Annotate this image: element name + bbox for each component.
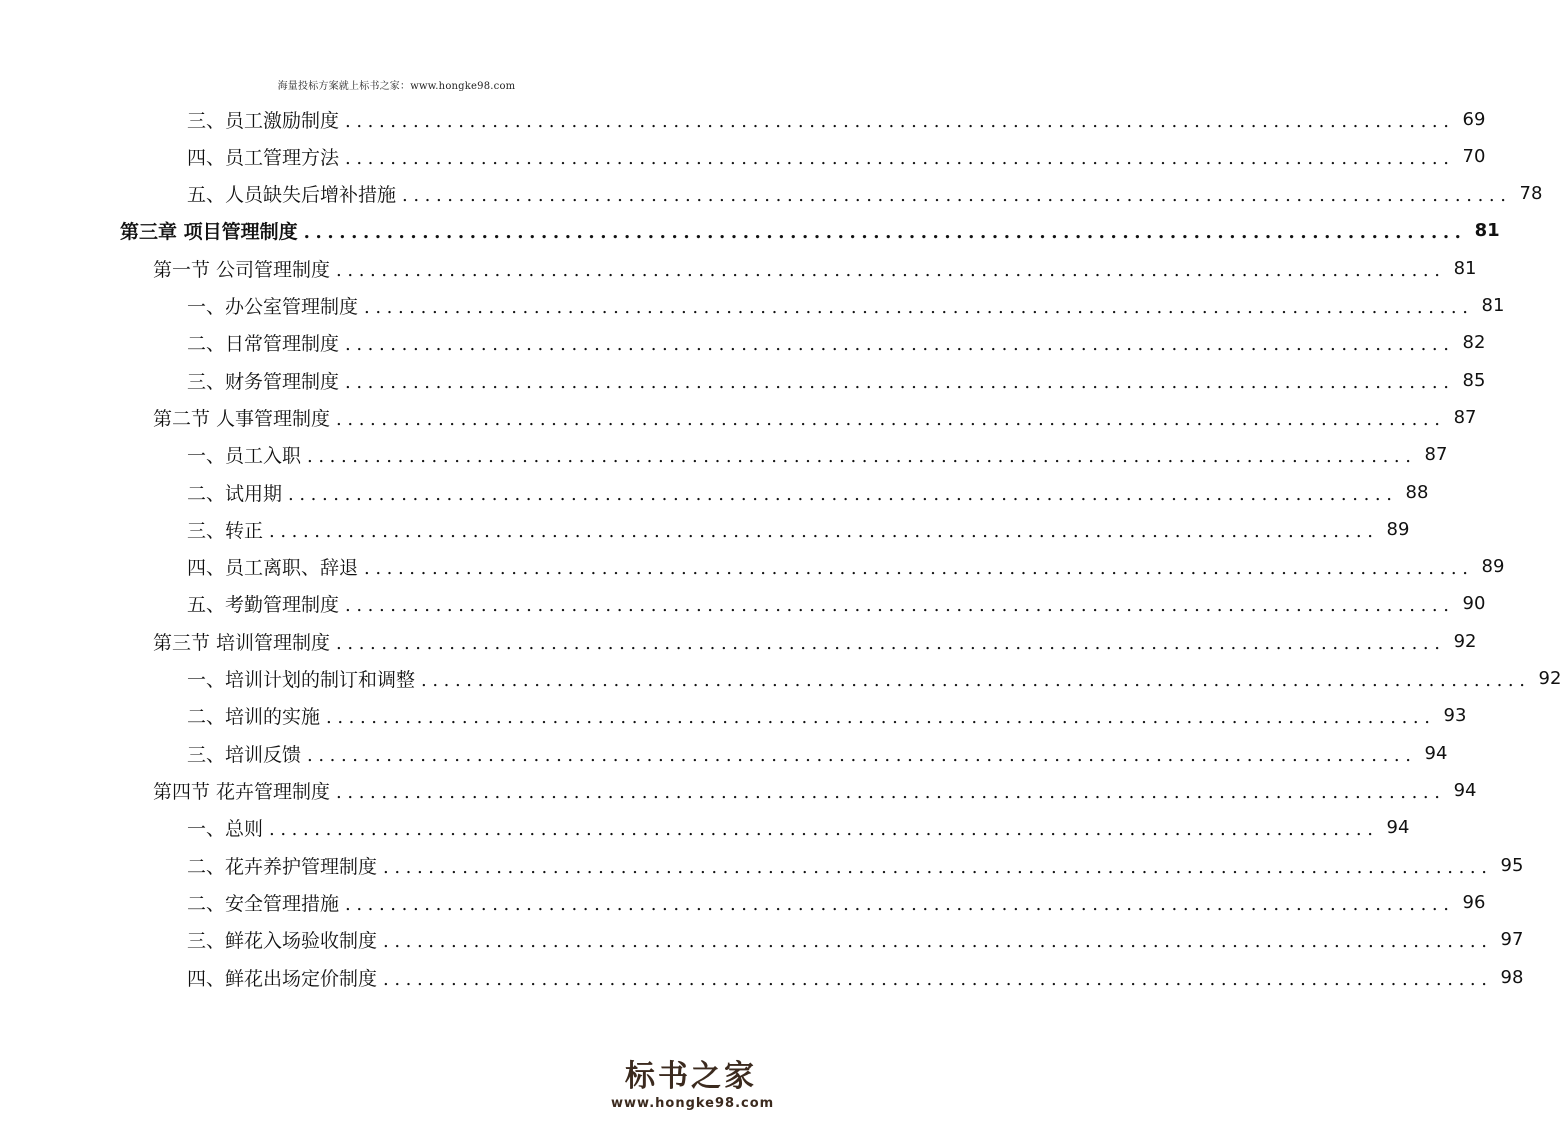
toc-entry-page: 90 bbox=[1462, 593, 1486, 614]
toc-leader-dots: .................................................................................................. bbox=[345, 110, 1455, 132]
toc-entry-title: 第二节 人事管理制度 bbox=[153, 408, 331, 430]
toc-entry[interactable] bbox=[187, 585, 1486, 622]
toc-entry[interactable] bbox=[187, 735, 1448, 772]
toc-entry-page: 69 bbox=[1462, 109, 1486, 130]
toc-entry[interactable] bbox=[187, 959, 1524, 996]
toc-entry-page: 92 bbox=[1538, 668, 1561, 689]
toc-leader-dots: .................................................................................................. bbox=[336, 632, 1446, 654]
toc-entry-page: 94 bbox=[1386, 817, 1410, 838]
toc-entry-page: 89 bbox=[1481, 556, 1505, 577]
toc-leader-dots: .................................................................................................. bbox=[345, 893, 1455, 915]
toc-leader-dots: .................................................................................................. bbox=[383, 856, 1493, 878]
toc-entry-title: 四、员工管理方法 bbox=[187, 147, 340, 169]
toc-leader-dots: .................................................................................................. bbox=[336, 408, 1446, 430]
toc-entry[interactable] bbox=[187, 548, 1505, 585]
toc-entry-title: 三、培训反馈 bbox=[187, 744, 302, 766]
toc-section-entry[interactable] bbox=[153, 772, 1477, 809]
toc-entry[interactable] bbox=[187, 697, 1467, 734]
toc-entry-title: 二、花卉养护管理制度 bbox=[187, 856, 378, 878]
toc-leader-dots: .................................................................................................. bbox=[307, 744, 1417, 766]
toc-entry-page: 81 bbox=[1481, 295, 1505, 316]
toc-entry[interactable] bbox=[187, 138, 1486, 175]
toc-entry[interactable] bbox=[187, 436, 1448, 473]
toc-entry-page: 94 bbox=[1424, 743, 1448, 764]
toc-leader-dots: .................................................................................................. bbox=[269, 520, 1379, 542]
toc-leader-dots: .................................................................................................. bbox=[269, 818, 1379, 840]
toc-entry[interactable] bbox=[187, 921, 1524, 958]
toc-section-entry[interactable] bbox=[153, 250, 1477, 287]
page-header: 海量投标方案就上标书之家：www.hongke98.com bbox=[277, 81, 516, 92]
toc-leader-dots: .................................................................................................. bbox=[345, 147, 1455, 169]
brand-logo bbox=[611, 1059, 775, 1111]
toc-entry-title: 一、总则 bbox=[187, 818, 264, 840]
toc-entry-page: 70 bbox=[1462, 146, 1486, 167]
toc-leader-dots: .................................................................................................. bbox=[345, 371, 1455, 393]
toc-entry-page: 85 bbox=[1462, 370, 1486, 391]
toc-leader-dots: .................................................................................................. bbox=[345, 594, 1455, 616]
toc-leader-dots: .................................................................................................. bbox=[307, 445, 1417, 467]
toc-entry-page: 88 bbox=[1405, 482, 1429, 503]
toc-entry-page: 98 bbox=[1500, 967, 1524, 988]
toc-section-entry[interactable] bbox=[153, 623, 1477, 660]
toc-entry[interactable] bbox=[187, 809, 1410, 846]
toc-leader-dots: .................................................................................................. bbox=[421, 669, 1531, 691]
toc-entry-title: 二、试用期 bbox=[187, 483, 283, 505]
toc-entry-title: 五、考勤管理制度 bbox=[187, 594, 340, 616]
brand-logo-name: 标书之家 bbox=[625, 1059, 757, 1094]
toc-entry-page: 97 bbox=[1500, 929, 1524, 950]
toc-entry-title: 四、鲜花出场定价制度 bbox=[187, 968, 378, 990]
toc-entry-page: 81 bbox=[1453, 258, 1477, 279]
toc-leader-dots: .................................................................................................. bbox=[303, 221, 1467, 243]
toc-entry-page: 94 bbox=[1453, 780, 1477, 801]
toc-entry-title: 一、员工入职 bbox=[187, 445, 302, 467]
toc-entry-title: 二、日常管理制度 bbox=[187, 333, 340, 355]
toc-entry-title: 第四节 花卉管理制度 bbox=[153, 781, 331, 803]
toc-entry-title: 三、财务管理制度 bbox=[187, 371, 340, 393]
toc-leader-dots: .................................................................................................. bbox=[383, 968, 1493, 990]
toc-entry-title: 一、培训计划的制订和调整 bbox=[187, 669, 416, 691]
toc-entry[interactable] bbox=[187, 175, 1543, 212]
toc-entry[interactable] bbox=[187, 101, 1486, 138]
toc-leader-dots: .................................................................................................. bbox=[326, 706, 1436, 728]
toc-entry-title: 四、员工离职、辞退 bbox=[187, 557, 359, 579]
toc-entry[interactable] bbox=[187, 324, 1486, 361]
toc-entry[interactable] bbox=[187, 474, 1429, 511]
toc-entry[interactable] bbox=[187, 511, 1410, 548]
toc-entry[interactable] bbox=[187, 884, 1486, 921]
toc-leader-dots: .................................................................................................. bbox=[383, 930, 1493, 952]
toc-chapter-entry[interactable] bbox=[120, 212, 1500, 249]
toc-leader-dots: .................................................................................................. bbox=[364, 296, 1474, 318]
toc-leader-dots: .................................................................................................. bbox=[336, 781, 1446, 803]
toc-entry[interactable] bbox=[187, 287, 1505, 324]
toc-entry-page: 81 bbox=[1474, 220, 1500, 241]
toc-entry-title: 一、办公室管理制度 bbox=[187, 296, 359, 318]
toc-entry-page: 87 bbox=[1453, 407, 1477, 428]
toc-entry-title: 第三节 培训管理制度 bbox=[153, 632, 331, 654]
toc-entry-page: 78 bbox=[1519, 183, 1543, 204]
toc-entry-page: 95 bbox=[1500, 855, 1524, 876]
toc-section-entry[interactable] bbox=[153, 399, 1477, 436]
toc-entry-page: 87 bbox=[1424, 444, 1448, 465]
toc-entry-page: 89 bbox=[1386, 519, 1410, 540]
toc-entry[interactable] bbox=[187, 362, 1486, 399]
toc-entry-title: 三、员工激励制度 bbox=[187, 110, 340, 132]
toc-leader-dots: .................................................................................................. bbox=[364, 557, 1474, 579]
toc-entry-title: 三、转正 bbox=[187, 520, 264, 542]
toc-entry[interactable] bbox=[187, 847, 1524, 884]
toc-entry[interactable] bbox=[187, 660, 1561, 697]
brand-logo-url: www.hongke98.com bbox=[611, 1096, 775, 1111]
toc-entry-title: 第三章 项目管理制度 bbox=[120, 221, 298, 243]
toc-entry-page: 92 bbox=[1453, 631, 1477, 652]
toc-entry-title: 二、培训的实施 bbox=[187, 706, 321, 728]
toc-entry-title: 第一节 公司管理制度 bbox=[153, 259, 331, 281]
toc-entry-page: 93 bbox=[1443, 705, 1467, 726]
toc-leader-dots: .................................................................................................. bbox=[288, 483, 1398, 505]
toc-leader-dots: .................................................................................................. bbox=[402, 184, 1512, 206]
toc-leader-dots: .................................................................................................. bbox=[336, 259, 1446, 281]
toc-entry-title: 三、鲜花入场验收制度 bbox=[187, 930, 378, 952]
toc-entry-page: 82 bbox=[1462, 332, 1486, 353]
toc-entry-page: 96 bbox=[1462, 892, 1486, 913]
toc-entry-title: 二、安全管理措施 bbox=[187, 893, 340, 915]
toc-leader-dots: .................................................................................................. bbox=[345, 333, 1455, 355]
toc-entry-title: 五、人员缺失后增补措施 bbox=[187, 184, 397, 206]
